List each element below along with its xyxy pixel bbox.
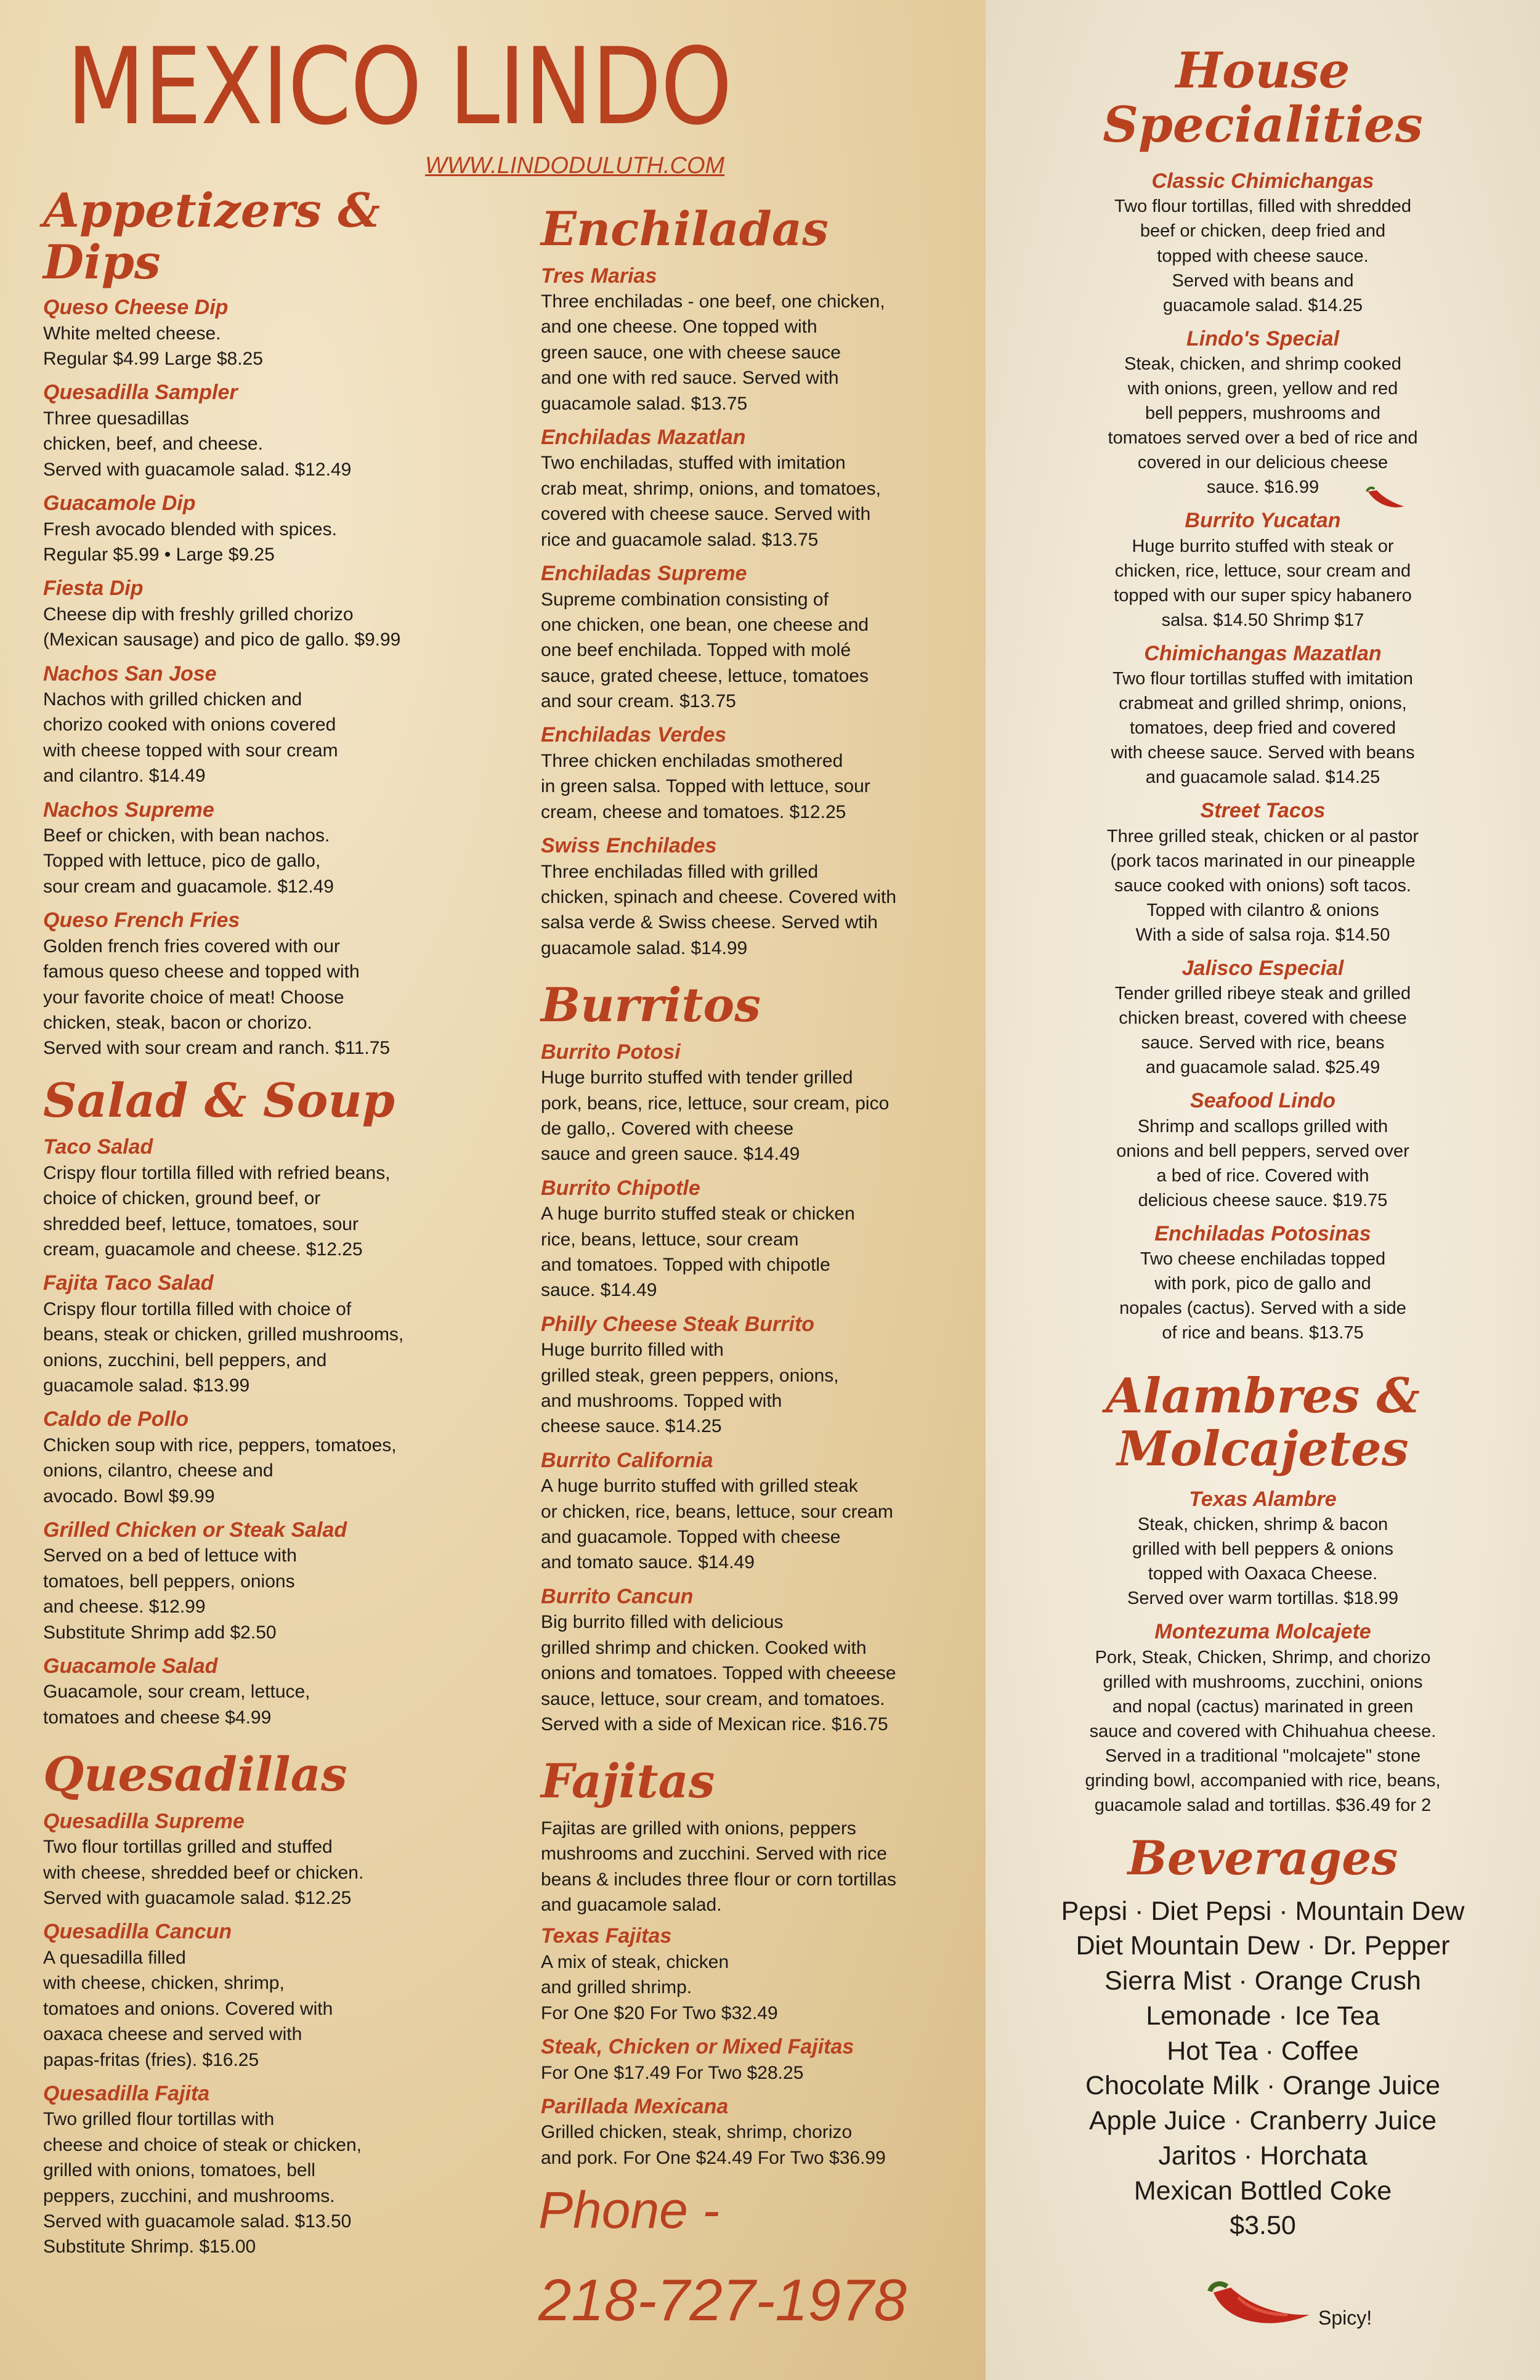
- burritos-list: [541, 1040, 935, 1738]
- menu-item-description: A huge burrito stuffed with grilled steak or chicken, rice, beans, lettuce, sour cream and guacamole. Topped with cheese and tomato sauce. $14.49: [541, 1476, 893, 1573]
- menu-item-name: Guacamole Salad: [43, 1654, 218, 1678]
- menu-item-name: Queso French Fries: [43, 909, 240, 933]
- menu-item-name: Queso Cheese Dip: [43, 296, 229, 320]
- menu-item-description: Two grilled flour tortillas with cheese and choice of steak or chicken, grilled with onions, tomatoes, bell peppers, zucchini, and mushrooms. Served with guacamole salad. $13.50 Substitute Shrimp. $15.00: [43, 2109, 362, 2257]
- menu-item-name: Montezuma Molcajete: [1154, 1620, 1371, 1644]
- menu-item: [541, 1040, 935, 1167]
- menu-item-name: Parillada Mexicana: [541, 2094, 729, 2118]
- menu-item-name: Burrito Potosi: [541, 1040, 681, 1064]
- menu-item-description: Two flour tortillas, filled with shredded beef or chicken, deep fried and topped with cheese sauce. Served with beans and guacamole salad. $14.25: [1114, 196, 1411, 315]
- website-link[interactable]: WWW.LINDODULUTH.COM: [425, 153, 725, 179]
- menu-item-description: A huge burrito stuffed steak or chicken rice, beans, lettuce, sour cream and tomatoes. Topped with chipotle sauce. $14.49: [541, 1204, 855, 1301]
- menu-item-description: Huge burrito stuffed with steak or chicken, rice, lettuce, sour cream and topped with our super spicy habanero salsa. $14.50 Shrimp $17: [1114, 536, 1412, 630]
- section-title-burritos: Burritos: [541, 977, 761, 1033]
- menu-item-name: Tres Marias: [541, 264, 657, 288]
- menu-item: [541, 561, 935, 714]
- menu-item-name: Taco Salad: [43, 1135, 153, 1159]
- menu-item-name: Fajita Taco Salad: [43, 1271, 214, 1295]
- menu-item-name: Fiesta Dip: [43, 577, 144, 601]
- specialities-list: [1035, 169, 1491, 1345]
- menu-item-description: Supreme combination consisting of one chicken, one bean, one cheese and one beef enchilada. Topped with molé sauce, grated cheese, lettuce, tomatoes and sour cream. $13.75: [541, 589, 869, 712]
- menu-item-description: Two flour tortillas grilled and stuffed with cheese, shredded beef or chicken. Served with guacamole salad. $12.25: [43, 1837, 364, 1909]
- menu-item-name: Steak, Chicken or Mixed Fajitas: [541, 2035, 854, 2059]
- section-title-quesadillas: Quesadillas: [43, 1747, 347, 1802]
- menu-item-description: Cheese dip with freshly grilled chorizo (Mexican sausage) and pico de gallo. $9.99: [43, 604, 401, 650]
- menu-item: [541, 2034, 935, 2086]
- menu-item: [541, 833, 935, 961]
- menu-item-description: Fresh avocado blended with spices. Regular $5.99 • Large $9.25: [43, 519, 337, 565]
- menu-item-name: Lindo's Special: [1186, 326, 1340, 350]
- menu-item: [1035, 326, 1491, 500]
- menu-item-description: Big burrito filled with delicious grilled shrimp and chicken. Cooked with onions and tomatoes. Topped with cheeese sauce, lettuce, sour cream, and tomatoes. Served with a side of Mexican rice. $16.75: [541, 1612, 896, 1734]
- menu-item-description: Nachos with grilled chicken and chorizo cooked with onions covered with cheese topped with sour cream and cilantro. $14.49: [43, 689, 338, 787]
- menu-item: [43, 491, 437, 567]
- section-title-alambres: Alambres & Molcajetes: [1106, 1368, 1420, 1478]
- phone-number[interactable]: 218-727-1978: [538, 2267, 907, 2333]
- menu-item-name: Caldo de Pollo: [43, 1407, 189, 1431]
- menu-item: [541, 722, 935, 825]
- section-title-appetizers: Appetizers & Dips: [43, 183, 380, 289]
- fajitas-intro: Fajitas are grilled with onions, peppers mushrooms and zucchini. Served with rice beans & includes three flour or corn tortillas and guacamole salad.: [541, 1818, 896, 1916]
- salad-soup-list: [43, 1135, 437, 1730]
- menu-item-description: Shrimp and scallops grilled with onions and bell peppers, served over a bed of rice. Covered with delicious cheese sauce. $19.75: [1116, 1116, 1409, 1210]
- menu-item-name: Grilled Chicken or Steak Salad: [43, 1518, 347, 1542]
- menu-item-description: Steak, chicken, and shrimp cooked with onions, green, yellow and red bell peppers, mushrooms and tomatoes served over a bed of rice and covered in our delicious cheese sauce. $16.99: [1108, 354, 1418, 498]
- menu-item-description: Crispy flour tortilla filled with refried beans, choice of chicken, ground beef, or shredded beef, lettuce, tomatoes, sour cream, guacamole and cheese. $12.25: [43, 1162, 391, 1260]
- menu-item: [541, 1448, 935, 1576]
- menu-item: [1035, 508, 1491, 633]
- menu-item: [43, 2081, 437, 2260]
- menu-item: [1035, 1487, 1491, 1611]
- menu-item: [43, 908, 437, 1061]
- menu-item-name: Enchiladas Mazatlan: [541, 426, 746, 450]
- menu-item: [43, 1654, 437, 1730]
- menu-item-name: Enchiladas Supreme: [541, 562, 747, 586]
- menu-item-name: Enchiladas Potosinas: [1154, 1221, 1371, 1245]
- section-title-fajitas: Fajitas: [541, 1754, 715, 1809]
- menu-item: [1035, 798, 1491, 947]
- menu-item: [541, 1176, 935, 1303]
- menu-item: [1035, 169, 1491, 318]
- menu-item-name: Burrito California: [541, 1448, 713, 1472]
- menu-item-name: Swiss Enchilades: [541, 834, 717, 858]
- menu-item-description: Guacamole, sour cream, lettuce, tomatoes and cheese $4.99: [43, 1682, 310, 1728]
- menu-item: [43, 1809, 437, 1911]
- menu-item: [541, 1584, 935, 1737]
- menu-item: [541, 425, 935, 552]
- spicy-legend-label: Spicy!: [1318, 2307, 1372, 2329]
- menu-item-name: Texas Alambre: [1189, 1487, 1337, 1511]
- menu-item-description: Three enchiladas - one beef, one chicken, and one cheese. One topped with green sauce, one with cheese sauce and one with red sauce. Served with guacamole salad. $13.75: [541, 291, 885, 414]
- section-title-house-specialities: House Specialities: [1103, 41, 1423, 153]
- menu-item-description: Tender grilled ribeye steak and grilled chicken breast, covered with cheese sauce. Served with rice, beans and guacamole salad. $25.49: [1114, 984, 1411, 1078]
- menu-item-description: Pork, Steak, Chicken, Shrimp, and chorizo grilled with mushrooms, zucchini, onions and nopal (cactus) marinated in green sauce and covered with Chihuahua cheese. Served in a traditional "molcajete" stone grinding bowl, accompanied with rice, beans, guacamole salad and tortillas. $36.49 for 2: [1085, 1647, 1441, 1816]
- menu-item-name: Quesadilla Sampler: [43, 381, 238, 405]
- menu-item-description: Three quesadillas chicken, beef, and cheese. Served with guacamole salad. $12.49: [43, 408, 352, 480]
- menu-item-name: Enchiladas Verdes: [541, 723, 727, 747]
- menu-item-name: Jalisco Especial: [1181, 956, 1344, 980]
- menu-item: [43, 1271, 437, 1398]
- menu-item-description: A mix of steak, chicken and grilled shrimp. For One $20 For Two $32.49: [541, 1951, 778, 2023]
- menu-item-name: Burrito Yucatan: [1185, 509, 1341, 533]
- section-title-salad-soup: Salad & Soup: [43, 1072, 395, 1128]
- menu-item-description: Steak, chicken, shrimp & bacon grilled with bell peppers & onions topped with Oaxaca Cheese. Served over warm tortillas. $18.99: [1127, 1515, 1399, 1609]
- chili-pepper-icon: [1364, 485, 1408, 512]
- chili-pepper-icon: [1201, 2279, 1312, 2334]
- menu-item-name: Burrito Cancun: [541, 1584, 694, 1608]
- menu-item-description: Three grilled steak, chicken or al pastor (pork tacos marinated in our pineapple sauce cooked with onions) soft tacos. Topped with cilantro & onions With a side of salsa roja. $14.50: [1106, 826, 1419, 945]
- menu-item: [43, 380, 437, 482]
- menu-item: [541, 1312, 935, 1439]
- menu-item-description: Two flour tortillas stuffed with imitation crabmeat and grilled shrimp, onions, tomatoes, deep fried and covered with cheese sauce. Served with beans and guacamole salad. $14.25: [1111, 669, 1415, 788]
- menu-item: [1035, 1221, 1491, 1346]
- menu-item: [43, 1135, 437, 1262]
- section-title-enchiladas: Enchiladas: [541, 201, 829, 256]
- menu-item: [1035, 1619, 1491, 1818]
- menu-item-name: Quesadilla Cancun: [43, 1920, 232, 1944]
- phone-label: Phone -: [538, 2181, 720, 2239]
- menu-item: [43, 1407, 437, 1509]
- beverages-list: Pepsi · Diet Pepsi · Mountain Dew Diet Mountain Dew · Dr. Pepper Sierra Mist · Orange Crush Lemonade · Ice Tea Hot Tea · Coffee Chocolate Milk · Orange Juice Apple Juice · Cranberry Juice Jaritos · Horchata Mexican Bottled Coke $3.50: [1061, 1896, 1465, 2241]
- column-left: [43, 185, 437, 2269]
- menu-item: [43, 295, 437, 371]
- menu-item: [541, 1924, 935, 2026]
- menu-item-name: Seafood Lindo: [1189, 1089, 1336, 1113]
- menu-item-description: Three chicken enchiladas smothered in green salsa. Topped with lettuce, sour cream, cheese and tomatoes. $12.25: [541, 750, 870, 822]
- menu-item: [1035, 1088, 1491, 1213]
- section-title-beverages: Beverages: [1127, 1831, 1398, 1886]
- menu-item-description: Crispy flour tortilla filled with choice of beans, steak or chicken, grilled mushrooms, onions, zucchini, bell peppers, and guacamole salad. $13.99: [43, 1298, 404, 1396]
- enchiladas-list: [541, 264, 935, 961]
- menu-item-description: Huge burrito stuffed with tender grilled pork, beans, rice, lettuce, sour cream, pico de gallo,. Covered with cheese sauce and green sauce. $14.49: [541, 1067, 890, 1165]
- menu-item-name: Chimichangas Mazatlan: [1144, 641, 1382, 665]
- menu-item-name: Quesadilla Supreme: [43, 1809, 245, 1833]
- menu-item-name: Texas Fajitas: [541, 1924, 672, 1948]
- menu-item-name: Classic Chimichangas: [1151, 169, 1374, 193]
- menu-item: [1035, 641, 1491, 790]
- menu-item-name: Nachos Supreme: [43, 798, 214, 822]
- menu-item: [43, 576, 437, 652]
- menu-item: [43, 798, 437, 900]
- menu-item: [541, 264, 935, 416]
- menu-item: [1035, 956, 1491, 1080]
- menu-item-description: White melted cheese. Regular $4.99 Large $8.25: [43, 323, 263, 370]
- menu-item-description: Beef or chicken, with bean nachos. Topped with lettuce, pico de gallo, sour cream and guacamole. $12.49: [43, 825, 334, 897]
- menu-item-description: Two enchiladas, stuffed with imitation crab meat, shrimp, onions, and tomatoes, covered with cheese sauce. Served with rice and guacamole salad. $13.75: [541, 453, 881, 550]
- fajitas-list: [541, 1924, 935, 2171]
- menu-item: [43, 662, 437, 789]
- menu-item-name: Street Tacos: [1200, 799, 1326, 823]
- menu-item-description: For One $17.49 For Two $28.25: [541, 2062, 804, 2083]
- menu-item-description: Huge burrito filled with grilled steak, green peppers, onions, and mushrooms. Topped with cheese sauce. $14.25: [541, 1340, 839, 1437]
- menu-item: [43, 1518, 437, 1645]
- menu-item-description: Two cheese enchiladas topped with pork, pico de gallo and nopales (cactus). Served with a side of rice and beans. $13.75: [1119, 1249, 1406, 1343]
- menu-item-description: A quesadilla filled with cheese, chicken, shrimp, tomatoes and onions. Covered with oaxaca cheese and served with papas-fritas (fries). $16.25: [43, 1947, 333, 2070]
- menu-item-name: Nachos San Jose: [43, 662, 217, 686]
- menu-item: [43, 1919, 437, 2072]
- menu-item-description: Grilled chicken, steak, shrimp, chorizo and pork. For One $24.49 For Two $36.99: [541, 2122, 886, 2168]
- menu-item: [541, 2094, 935, 2171]
- appetizers-list: [43, 295, 437, 1061]
- menu-item-name: Philly Cheese Steak Burrito: [541, 1312, 815, 1336]
- quesadillas-list: [43, 1809, 437, 2260]
- menu-item-name: Burrito Chipotle: [541, 1176, 700, 1200]
- menu-item-description: Served on a bed of lettuce with tomatoes, bell peppers, onions and cheese. $12.99 Substitute Shrimp add $2.50: [43, 1545, 297, 1643]
- column-right: [1035, 43, 1491, 2243]
- menu-item-description: Chicken soup with rice, peppers, tomatoes, onions, cilantro, cheese and avocado. Bowl $9.99: [43, 1435, 397, 1507]
- column-middle: [541, 203, 935, 2179]
- menu-item-name: Guacamole Dip: [43, 492, 196, 516]
- menu-item-name: Quesadilla Fajita: [43, 2081, 210, 2105]
- alambres-list: [1035, 1487, 1491, 1818]
- menu-item-description: Golden french fries covered with our famous queso cheese and topped with your favorite choice of meat! Choose chicken, steak, bacon or chorizo. Served with sour cream and ranch. $11.75: [43, 936, 391, 1059]
- menu-item-description: Three enchiladas filled with grilled chicken, spinach and cheese. Covered with salsa verde & Swiss cheese. Served wtih guacamole salad. $14.99: [541, 861, 897, 958]
- restaurant-name: MEXICO LINDO: [67, 25, 732, 148]
